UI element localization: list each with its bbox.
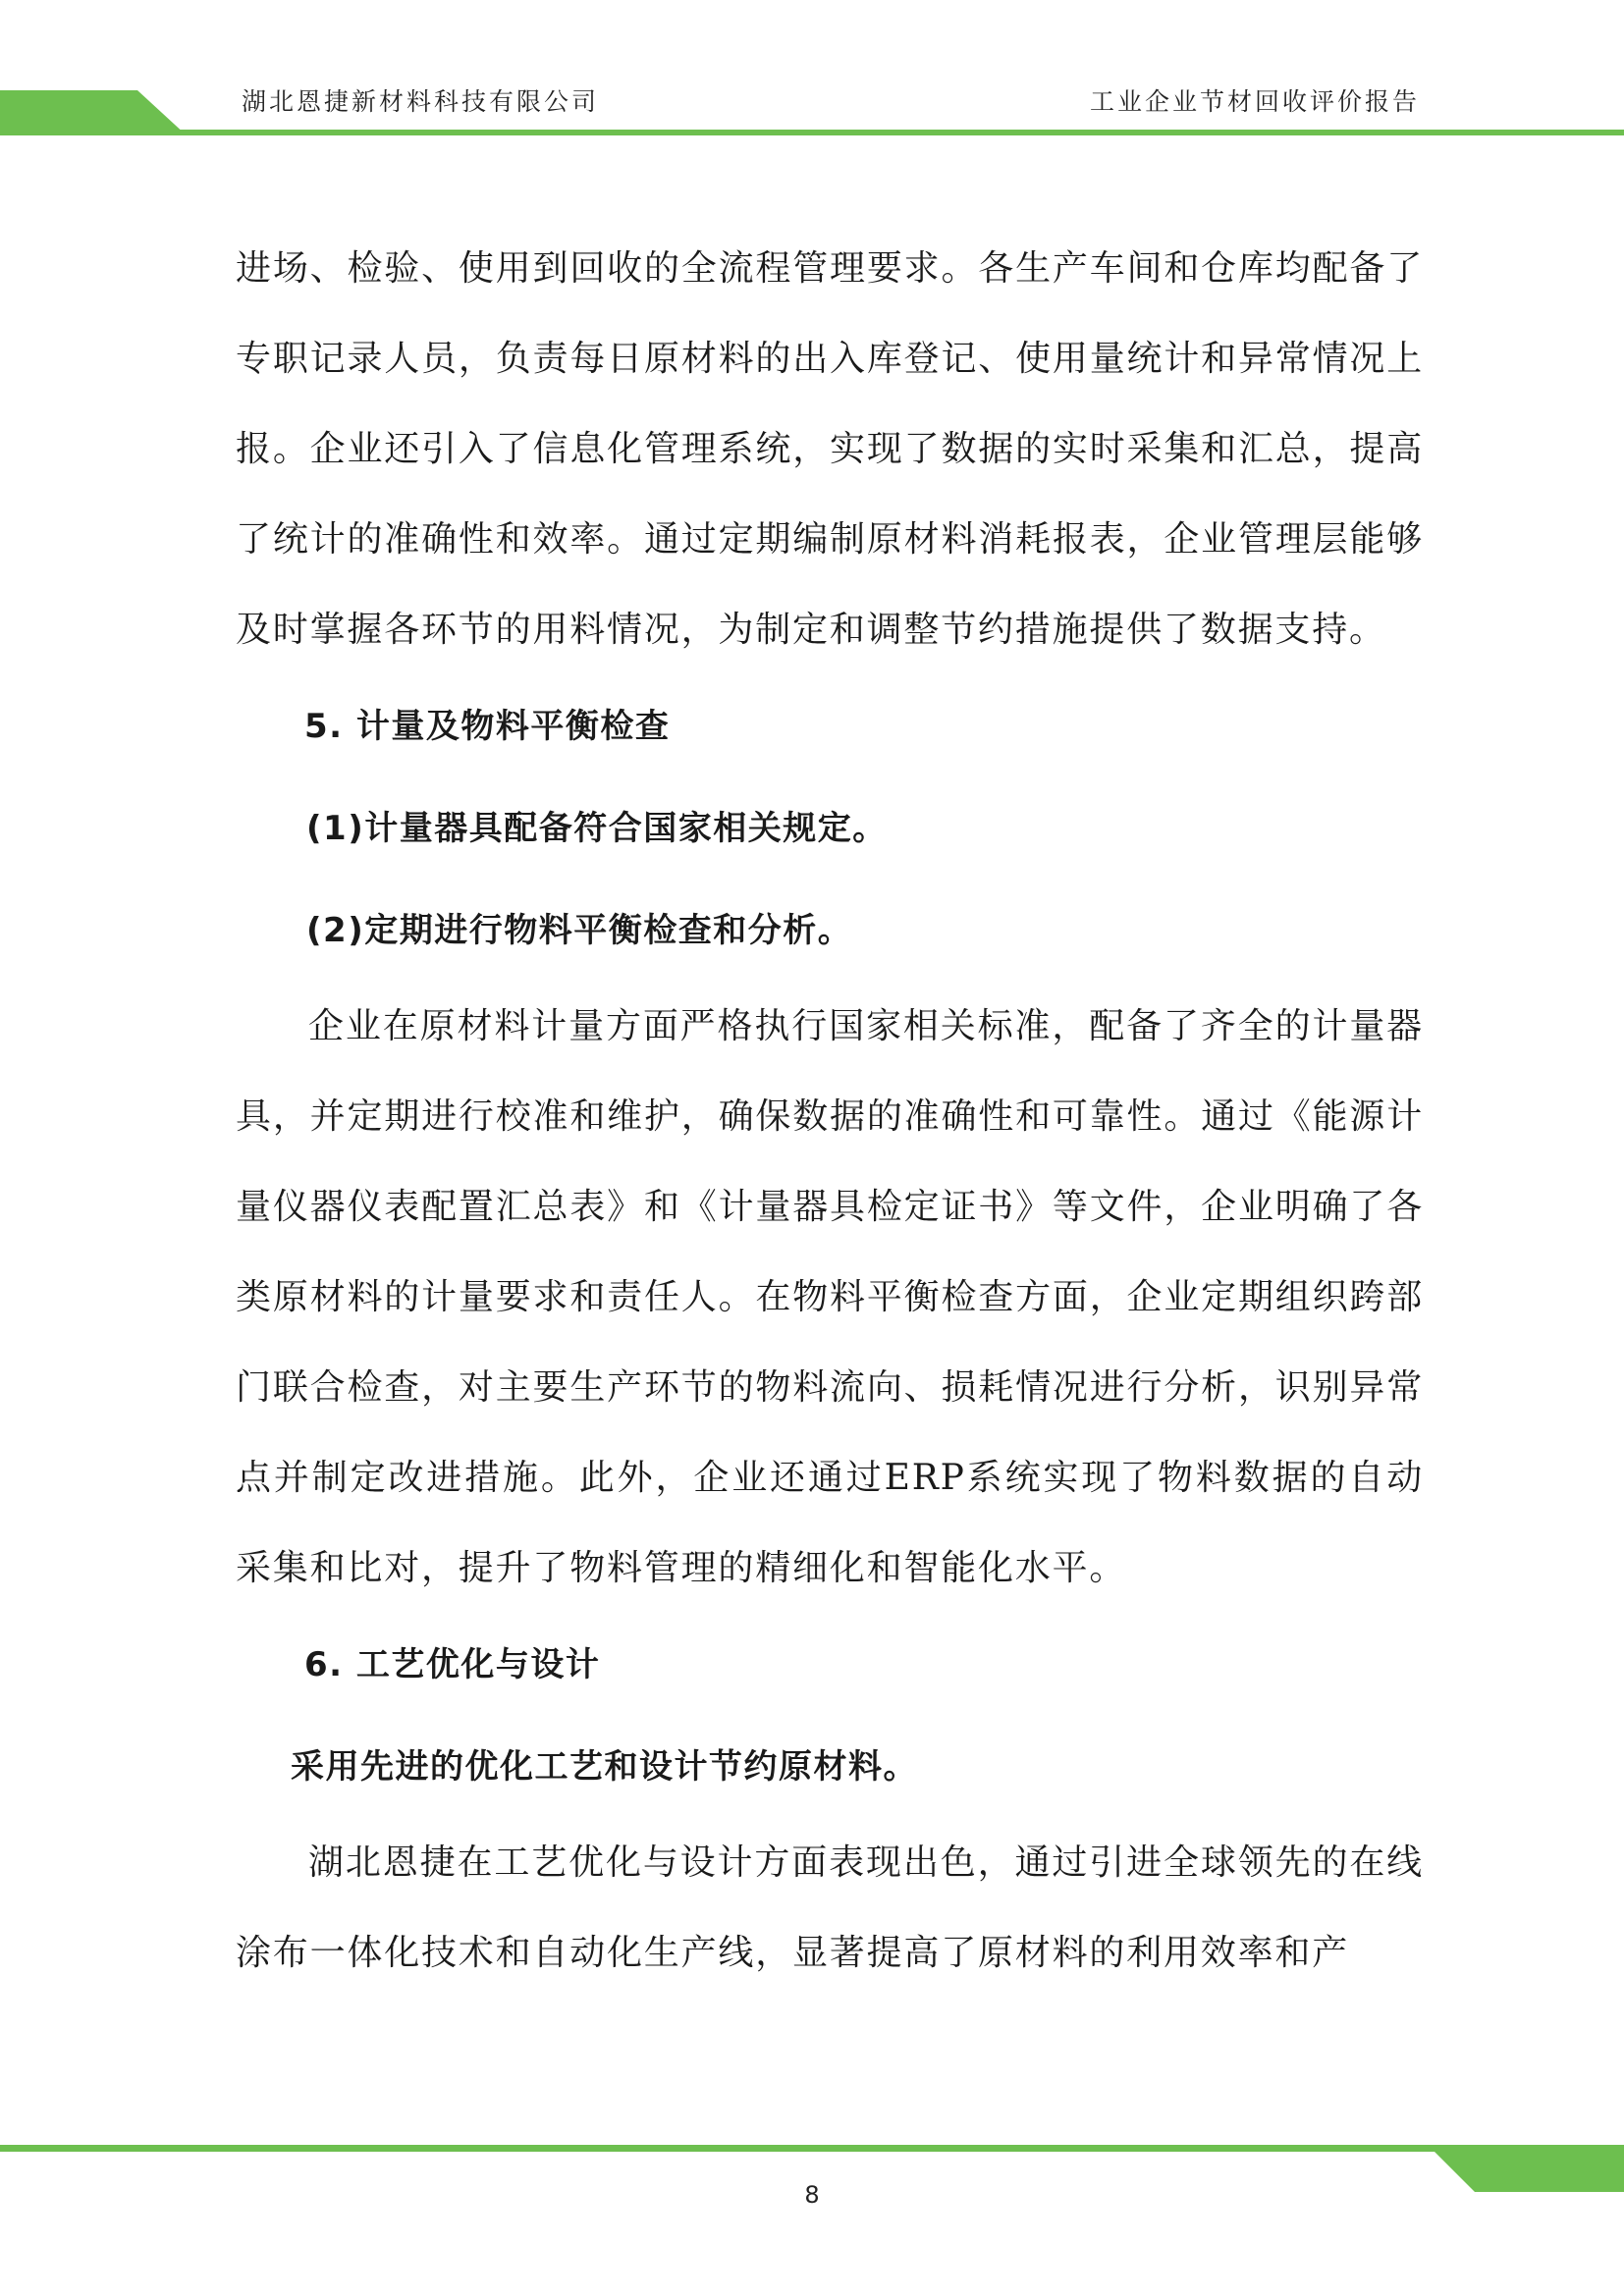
section-heading-5: 5. 计量及物料平衡检查 <box>304 707 671 746</box>
page-body <box>236 224 1424 1999</box>
footer-divider <box>0 2145 1624 2152</box>
header-company-name: 湖北恩捷新材料科技有限公司 <box>242 87 600 116</box>
header-divider <box>0 130 1624 135</box>
subheading-5-2: (2)定期进行物料平衡检查和分析。 <box>306 911 853 950</box>
header-report-title: 工业企业节材回收评价报告 <box>1089 87 1420 116</box>
subheading-5-1: (1)计量器具配备符合国家相关规定。 <box>306 809 888 848</box>
paragraph-metering-balance: 企业在原材料计量方面严格执行国家相关标准，配备了齐全的计量器具，并定期进行校准和维护，确保数据的准确性和可靠性。通过《能源计量仪器仪表配置汇总表》和《计量器具检定证书》等文件，企业明确了各类原材料的计量要求和责任人。在物料平衡检查方面，企业定期组织跨部门联合检查，对主要生产环节的物料流向、损耗情况进行分析，识别异常点并制定改进措施。此外，企业还通过ERP系统实现了物料数据的自动采集和比对，提升了物料管理的精细化和智能化水平。 <box>236 1006 1424 1588</box>
paragraph-material-records: 进场、检验、使用到回收的全流程管理要求。各生产车间和仓库均配备了专职记录人员，负责每日原材料的出入库登记、使用量统计和异常情况上报。企业还引入了信息化管理系统，实现了数据的实时采集和汇总，提高了统计的准确性和效率。通过定期编制原材料消耗报表，企业管理层能够及时掌握各环节的用料情况，为制定和调整节约措施提供了数据支持。 <box>236 248 1424 650</box>
subheading-6: 采用先进的优化工艺和设计节约原材料。 <box>291 1747 918 1787</box>
page-number: 8 <box>804 2181 820 2209</box>
paragraph-process-optimization: 湖北恩捷在工艺优化与设计方面表现出色，通过引进全球领先的在线涂布一体化技术和自动化生产线，显著提高了原材料的利用效率和产 <box>236 1842 1424 1973</box>
section-heading-6: 6. 工艺优化与设计 <box>304 1645 601 1684</box>
